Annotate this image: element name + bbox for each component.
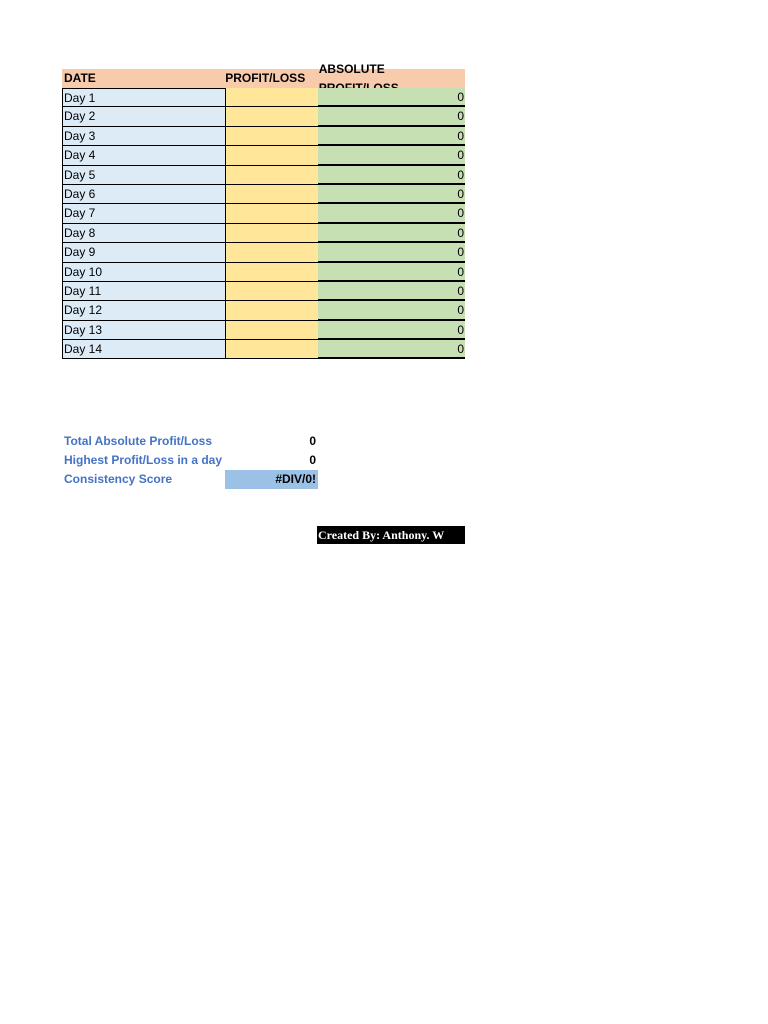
- absolute-profit-loss-cell[interactable]: 0: [318, 166, 465, 185]
- absolute-profit-loss-cell[interactable]: 0: [318, 88, 465, 107]
- table-row: [62, 107, 465, 126]
- summary-value-consistency[interactable]: #DIV/0!: [225, 470, 318, 489]
- absolute-profit-loss-cell[interactable]: 0: [318, 243, 465, 262]
- date-cell[interactable]: Day 2: [62, 107, 226, 126]
- header-profit-loss[interactable]: PROFIT/LOSS: [225, 71, 306, 85]
- profit-loss-cell[interactable]: [226, 88, 318, 107]
- date-cell[interactable]: Day 7: [62, 204, 226, 223]
- date-cell[interactable]: Day 3: [62, 127, 226, 146]
- absolute-profit-loss-cell[interactable]: 0: [318, 263, 465, 282]
- credit-banner[interactable]: Created By: Anthony. W: [317, 526, 465, 544]
- table-row: [62, 224, 465, 243]
- table-row: [62, 301, 465, 320]
- table-header-row: [62, 61, 465, 88]
- profit-loss-cell[interactable]: [226, 146, 318, 165]
- profit-loss-cell[interactable]: [226, 263, 318, 282]
- summary-row-consistency: [62, 470, 318, 489]
- table-row: [62, 243, 465, 262]
- profit-loss-cell[interactable]: [226, 185, 318, 204]
- profit-loss-cell[interactable]: [226, 204, 318, 223]
- table-body: [62, 88, 465, 359]
- profit-loss-cell[interactable]: [226, 282, 318, 301]
- summary-label-consistency[interactable]: Consistency Score: [64, 472, 173, 486]
- header-date[interactable]: DATE: [64, 71, 96, 85]
- absolute-profit-loss-cell[interactable]: 0: [318, 321, 465, 340]
- table-row: [62, 166, 465, 185]
- table-row: [62, 88, 465, 107]
- table-row: [62, 146, 465, 165]
- date-cell[interactable]: Day 9: [62, 243, 226, 262]
- absolute-profit-loss-cell[interactable]: 0: [318, 204, 465, 223]
- absolute-profit-loss-cell[interactable]: 0: [318, 146, 465, 165]
- absolute-profit-loss-cell[interactable]: 0: [318, 340, 465, 359]
- profit-loss-cell[interactable]: [226, 321, 318, 340]
- profit-loss-cell[interactable]: [226, 127, 318, 146]
- summary-value-total[interactable]: 0: [309, 434, 316, 448]
- summary-row-total: [62, 432, 318, 451]
- summary-section: [62, 432, 318, 489]
- summary-row-highest: [62, 451, 318, 470]
- absolute-profit-loss-cell[interactable]: 0: [318, 127, 465, 146]
- table-row: [62, 263, 465, 282]
- date-cell[interactable]: Day 6: [62, 185, 226, 204]
- profit-loss-cell[interactable]: [226, 166, 318, 185]
- absolute-profit-loss-cell[interactable]: 0: [318, 282, 465, 301]
- table-row: [62, 185, 465, 204]
- table-row: [62, 340, 465, 359]
- date-cell[interactable]: Day 11: [62, 282, 226, 301]
- absolute-profit-loss-cell[interactable]: 0: [318, 301, 465, 320]
- profit-loss-cell[interactable]: [226, 301, 318, 320]
- date-cell[interactable]: Day 14: [62, 340, 226, 359]
- absolute-profit-loss-cell[interactable]: 0: [318, 185, 465, 204]
- header-absolute-profit-loss[interactable]: ABSOLUTE: [318, 61, 385, 76]
- date-cell[interactable]: Day 13: [62, 321, 226, 340]
- absolute-profit-loss-cell[interactable]: 0: [318, 107, 465, 126]
- profit-loss-cell[interactable]: [226, 107, 318, 126]
- summary-label-total[interactable]: Total Absolute Profit/Loss: [64, 434, 213, 448]
- summary-value-highest[interactable]: 0: [309, 453, 316, 467]
- date-cell[interactable]: Day 10: [62, 263, 226, 282]
- date-cell[interactable]: Day 4: [62, 146, 226, 165]
- table-row: [62, 321, 465, 340]
- summary-label-highest[interactable]: Highest Profit/Loss in a day: [64, 453, 223, 467]
- profit-loss-cell[interactable]: [226, 224, 318, 243]
- table-row: [62, 282, 465, 301]
- table-row: [62, 204, 465, 223]
- date-cell[interactable]: Day 1: [62, 88, 226, 107]
- date-cell[interactable]: Day 5: [62, 166, 226, 185]
- date-cell[interactable]: Day 12: [62, 301, 226, 320]
- profit-loss-cell[interactable]: [226, 340, 318, 359]
- date-cell[interactable]: Day 8: [62, 224, 226, 243]
- profit-loss-cell[interactable]: [226, 243, 318, 262]
- table-row: [62, 127, 465, 146]
- absolute-profit-loss-cell[interactable]: 0: [318, 224, 465, 243]
- profit-loss-table: [62, 61, 465, 359]
